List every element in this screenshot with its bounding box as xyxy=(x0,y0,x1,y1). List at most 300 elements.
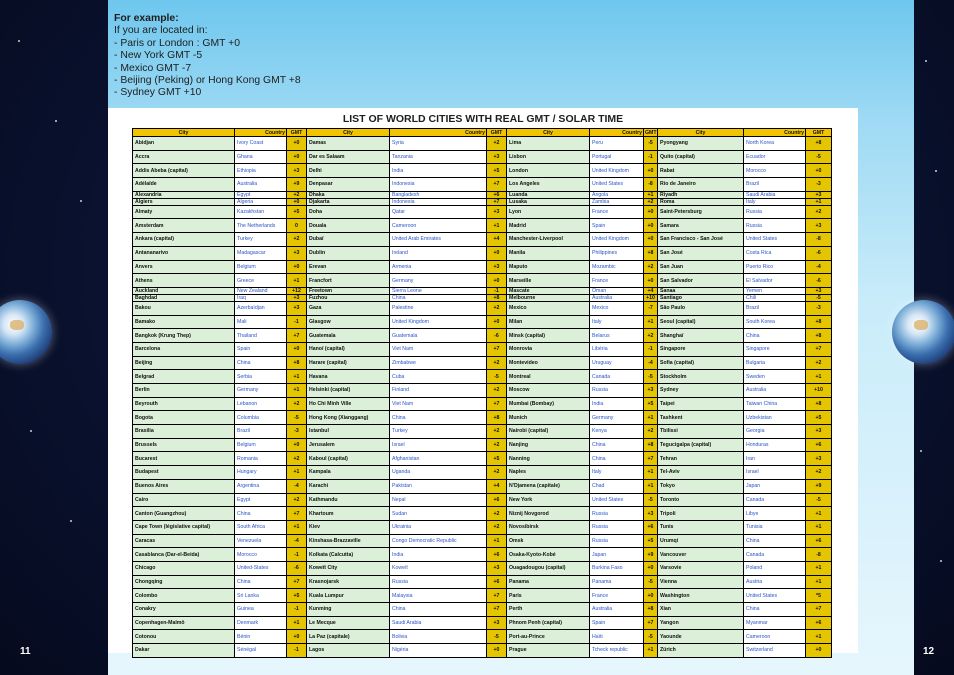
gmt-cell: +7 xyxy=(644,616,658,630)
country-cell: China xyxy=(590,438,644,452)
country-cell: United Kingdom xyxy=(590,164,644,178)
city-cell: New York xyxy=(507,493,590,507)
country-cell: Lebanon xyxy=(235,397,287,411)
city-cell: San Francisco - San José xyxy=(658,233,744,247)
country-cell: Koweït xyxy=(390,561,487,575)
city-cell: Tripoli xyxy=(658,507,744,521)
country-cell: Japan xyxy=(590,548,644,562)
example-line: - Beijing (Peking) or Hong Kong GMT +8 xyxy=(114,75,301,87)
gmt-cell: +5 xyxy=(806,411,832,425)
city-cell: Denpasar xyxy=(307,178,390,192)
city-cell: Tel-Aviv xyxy=(658,466,744,480)
country-cell: Belgium xyxy=(235,438,287,452)
gmt-cell: +4 xyxy=(487,233,507,247)
gmt-cell: +5 xyxy=(644,397,658,411)
country-cell: Thailand xyxy=(235,329,287,343)
country-cell: Qatar xyxy=(390,205,487,219)
gmt-cell: +2 xyxy=(487,507,507,521)
gmt-cell: +0 xyxy=(644,561,658,575)
table-row xyxy=(133,315,832,329)
city-cell: Beyrouth xyxy=(133,397,235,411)
country-cell: Denmark xyxy=(235,616,287,630)
gmt-cell: -1 xyxy=(287,644,307,658)
city-cell: Bangkok (Krung Thep) xyxy=(133,329,235,343)
country-cell: Angola xyxy=(590,191,644,198)
country-cell: Germany xyxy=(235,384,287,398)
city-cell: Mumbai (Bombay) xyxy=(507,397,590,411)
gmt-cell: +3 xyxy=(806,219,832,233)
city-cell: San Salvador xyxy=(658,274,744,288)
country-cell: Indonesia xyxy=(390,178,487,192)
gmt-cell: -4 xyxy=(287,479,307,493)
city-cell: Bakou xyxy=(133,301,235,315)
table-row xyxy=(133,534,832,548)
city-cell: Beijing xyxy=(133,356,235,370)
gmt-cell: +9 xyxy=(644,548,658,562)
country-cell: Chili xyxy=(744,294,806,301)
city-cell: Luanda xyxy=(507,191,590,198)
gmt-cell: -5 xyxy=(644,370,658,384)
gmt-cell: +6 xyxy=(806,616,832,630)
country-cell: Mozambic xyxy=(590,260,644,274)
country-cell: Ghana xyxy=(235,150,287,164)
country-cell: Ecuador xyxy=(744,150,806,164)
gmt-cell: +2 xyxy=(644,329,658,343)
city-cell: Chicago xyxy=(133,561,235,575)
country-cell: Russia xyxy=(590,384,644,398)
table-row xyxy=(133,137,832,151)
city-cell: Jerusalem xyxy=(307,438,390,452)
country-cell: Bolivia xyxy=(390,630,487,644)
city-cell: Chongqing xyxy=(133,575,235,589)
country-cell: Russia xyxy=(590,534,644,548)
city-cell: Istanbul xyxy=(307,425,390,439)
gmt-cell: +1 xyxy=(806,198,832,205)
gmt-cell: +0 xyxy=(487,644,507,658)
country-cell: Kazakhstan xyxy=(235,205,287,219)
country-cell: Cameroon xyxy=(744,630,806,644)
country-cell: Canada xyxy=(590,370,644,384)
gmt-cell: +3 xyxy=(287,294,307,301)
gmt-cell: +8 xyxy=(287,356,307,370)
gmt-cell: +7 xyxy=(487,342,507,356)
gmt-cell: -1 xyxy=(644,342,658,356)
gmt-cell: -8 xyxy=(806,548,832,562)
city-cell: Buenos Aires xyxy=(133,479,235,493)
country-cell: Venezuela xyxy=(235,534,287,548)
table-row xyxy=(133,329,832,343)
city-cell: Nanjing xyxy=(507,438,590,452)
gmt-cell: +5 xyxy=(487,164,507,178)
city-cell: Tashkent xyxy=(658,411,744,425)
city-cell: Anvers xyxy=(133,260,235,274)
city-cell: Accra xyxy=(133,150,235,164)
country-cell: Congo Democratic Republic xyxy=(390,534,487,548)
country-cell: Myanmar xyxy=(744,616,806,630)
gmt-cell: +4 xyxy=(487,479,507,493)
country-cell: El Salvador xyxy=(744,274,806,288)
gmt-cell: +1 xyxy=(487,534,507,548)
city-cell: Kinshasa-Brazzaville xyxy=(307,534,390,548)
country-cell: Poland xyxy=(744,561,806,575)
country-cell: Hungary xyxy=(235,466,287,480)
city-cell: Naples xyxy=(507,466,590,480)
gmt-cell: 0 xyxy=(287,219,307,233)
city-cell: Mascate xyxy=(507,287,590,294)
gmt-cell: -6 xyxy=(806,274,832,288)
gmt-cell: +3 xyxy=(806,425,832,439)
city-cell: Brussels xyxy=(133,438,235,452)
country-cell: Armenia xyxy=(390,260,487,274)
country-cell: Yemen xyxy=(744,287,806,294)
city-cell: Casablanca (Dar-el-Beida) xyxy=(133,548,235,562)
gmt-cell: +2 xyxy=(287,452,307,466)
table-row xyxy=(133,397,832,411)
gmt-cell: +9 xyxy=(287,178,307,192)
gmt-cell: +0 xyxy=(287,438,307,452)
gmt-cell: +2 xyxy=(487,520,507,534)
table-body xyxy=(133,137,832,658)
gmt-cell: +1 xyxy=(806,630,832,644)
table-row xyxy=(133,205,832,219)
gmt-cell: +3 xyxy=(487,616,507,630)
star xyxy=(70,520,72,522)
city-cell: London xyxy=(507,164,590,178)
city-cell: Baghdad xyxy=(133,294,235,301)
city-cell: Kunming xyxy=(307,603,390,617)
city-cell: Los Angeles xyxy=(507,178,590,192)
country-cell: Greece xyxy=(235,274,287,288)
city-cell: Canton (Guangzhou) xyxy=(133,507,235,521)
country-cell: United States xyxy=(744,589,806,603)
city-cell: Berlin xyxy=(133,384,235,398)
table-row xyxy=(133,603,832,617)
gmt-cell: +2 xyxy=(287,397,307,411)
table-row xyxy=(133,246,832,260)
table-row xyxy=(133,274,832,288)
gmt-cell: +5 xyxy=(287,589,307,603)
gmt-cell: +0 xyxy=(287,198,307,205)
city-cell: San Juan xyxy=(658,260,744,274)
city-cell: Dhaka xyxy=(307,191,390,198)
gmt-cell: +0 xyxy=(287,260,307,274)
gmt-cell: +7 xyxy=(287,507,307,521)
gmt-cell: +2 xyxy=(806,466,832,480)
city-cell: Phnom Penh (capital) xyxy=(507,616,590,630)
city-cell: Singapore xyxy=(658,342,744,356)
earth-globe-right xyxy=(892,300,954,364)
country-cell: Tunisia xyxy=(744,520,806,534)
city-cell: Rabat xyxy=(658,164,744,178)
gmt-cell: +6 xyxy=(487,191,507,198)
city-cell: Mexico xyxy=(507,301,590,315)
table-row xyxy=(133,164,832,178)
city-cell: Tegucigalpa (capital) xyxy=(658,438,744,452)
city-cell: Madrid xyxy=(507,219,590,233)
gmt-cell: +7 xyxy=(487,603,507,617)
country-cell: France xyxy=(590,274,644,288)
city-cell: Kolkata (Calcutta) xyxy=(307,548,390,562)
city-cell: Pyongyang xyxy=(658,137,744,151)
country-cell: Russia xyxy=(590,507,644,521)
city-cell: Port-au-Prince xyxy=(507,630,590,644)
gmt-cell: -6 xyxy=(287,561,307,575)
example-heading: For example: xyxy=(114,13,179,24)
gmt-cell: +3 xyxy=(806,191,832,198)
city-cell: Douala xyxy=(307,219,390,233)
country-cell: China xyxy=(235,356,287,370)
city-cell: Monrovia xyxy=(507,342,590,356)
gmt-cell: +1 xyxy=(644,644,658,658)
gmt-cell: -5 xyxy=(644,575,658,589)
country-cell: Australia xyxy=(235,178,287,192)
gmt-cell: +0 xyxy=(487,246,507,260)
city-cell: Niznij Novgorod xyxy=(507,507,590,521)
gmt-cell: -8 xyxy=(644,178,658,192)
country-cell: Panama xyxy=(590,575,644,589)
city-cell: Washington xyxy=(658,589,744,603)
country-cell: Ethiopia xyxy=(235,164,287,178)
city-cell: Le Mecque xyxy=(307,616,390,630)
table-row xyxy=(133,198,832,205)
gmt-cell: +3 xyxy=(806,287,832,294)
city-cell: Athens xyxy=(133,274,235,288)
city-cell: Tbilissi xyxy=(658,425,744,439)
gmt-cell: +2 xyxy=(287,233,307,247)
gmt-cell: +2 xyxy=(487,384,507,398)
header-gmt: GMT xyxy=(487,129,507,137)
gmt-cell: -5 xyxy=(644,137,658,151)
country-cell: Canada xyxy=(744,493,806,507)
city-cell: Vienna xyxy=(658,575,744,589)
city-cell: Budapest xyxy=(133,466,235,480)
country-cell: Egypt xyxy=(235,191,287,198)
gmt-cell: +1 xyxy=(644,479,658,493)
country-cell: United Arab Emirates xyxy=(390,233,487,247)
city-cell: Omsk xyxy=(507,534,590,548)
gmt-cell: -1 xyxy=(487,287,507,294)
table-row xyxy=(133,178,832,192)
city-cell: Manila xyxy=(507,246,590,260)
city-cell: Seoul (capital) xyxy=(658,315,744,329)
example-line: - Paris or London : GMT +0 xyxy=(114,37,240,49)
table-row xyxy=(133,150,832,164)
gmt-cell: +0 xyxy=(487,315,507,329)
city-cell: Guatemala xyxy=(307,329,390,343)
city-cell: Zürich xyxy=(658,644,744,658)
city-cell: Lyon xyxy=(507,205,590,219)
gmt-cell: -3 xyxy=(806,301,832,315)
country-cell: France xyxy=(590,589,644,603)
star xyxy=(80,200,82,202)
gmt-cell: -5 xyxy=(806,150,832,164)
page-number-left: 11 xyxy=(20,646,31,657)
country-cell: Bangladesh xyxy=(390,191,487,198)
city-cell: Perth xyxy=(507,603,590,617)
gmt-cell: -1 xyxy=(287,603,307,617)
gmt-cell: +2 xyxy=(287,493,307,507)
country-cell: Viet Nam xyxy=(390,342,487,356)
country-cell: Uzbekistan xyxy=(744,411,806,425)
gmt-cell: +0 xyxy=(644,274,658,288)
gmt-cell: -5 xyxy=(487,370,507,384)
gmt-cell: -7 xyxy=(644,301,658,315)
header-gmt: GMT xyxy=(806,129,832,137)
city-cell: Novosibirsk xyxy=(507,520,590,534)
gmt-cell: +3 xyxy=(644,507,658,521)
country-cell: Chad xyxy=(590,479,644,493)
gmt-cell: +2 xyxy=(644,425,658,439)
gmt-cell: +0 xyxy=(287,630,307,644)
table-row xyxy=(133,616,832,630)
gmt-cell: +3 xyxy=(487,260,507,274)
country-cell: Tcheck republic xyxy=(590,644,644,658)
city-cell: Djakarta xyxy=(307,198,390,205)
city-cell: Karachi xyxy=(307,479,390,493)
gmt-cell: +0 xyxy=(287,150,307,164)
city-cell: Milan xyxy=(507,315,590,329)
country-cell: Bulgaria xyxy=(744,356,806,370)
example-line: - New York GMT -5 xyxy=(114,50,203,62)
city-cell: Montevideo xyxy=(507,356,590,370)
city-cell: Cairo xyxy=(133,493,235,507)
gmt-cell: +3 xyxy=(644,384,658,398)
country-cell: Georgia xyxy=(744,425,806,439)
star xyxy=(55,120,57,122)
example-text-block xyxy=(114,13,434,100)
country-cell: Viet Nam xyxy=(390,397,487,411)
gmt-cell: *5 xyxy=(806,589,832,603)
city-cell: San José xyxy=(658,246,744,260)
country-cell: Switzerland xyxy=(744,644,806,658)
table-row xyxy=(133,356,832,370)
city-cell: Belgrad xyxy=(133,370,235,384)
gmt-cell: +1 xyxy=(644,191,658,198)
city-cell: Kampala xyxy=(307,466,390,480)
city-cell: Alexandria xyxy=(133,191,235,198)
city-cell: Ouagadougou (capital) xyxy=(507,561,590,575)
country-cell: Ireland xyxy=(390,246,487,260)
gmt-cell: +0 xyxy=(287,137,307,151)
gmt-cell: -6 xyxy=(806,246,832,260)
country-cell: Canada xyxy=(744,548,806,562)
header-city: City xyxy=(507,129,590,137)
gmt-cell: -5 xyxy=(806,294,832,301)
country-cell: Azerbaïdjan xyxy=(235,301,287,315)
gmt-cell: +6 xyxy=(487,548,507,562)
country-cell: Germany xyxy=(590,411,644,425)
city-cell: Tunis xyxy=(658,520,744,534)
table-row xyxy=(133,479,832,493)
city-cell: Barcelona xyxy=(133,342,235,356)
gmt-cell: +1 xyxy=(644,411,658,425)
country-cell: Madagascar xyxy=(235,246,287,260)
country-cell: Columbia xyxy=(235,411,287,425)
city-cell: Tokyo xyxy=(658,479,744,493)
country-cell: Italy xyxy=(744,198,806,205)
country-cell: United Kingdom xyxy=(590,233,644,247)
table-row xyxy=(133,644,832,658)
gmt-cell: +7 xyxy=(487,397,507,411)
city-cell: Tehran xyxy=(658,452,744,466)
gmt-cell: -3 xyxy=(287,425,307,439)
star xyxy=(920,450,922,452)
gmt-cell: +7 xyxy=(487,198,507,205)
gmt-cell: +1 xyxy=(487,219,507,233)
header-country: Country xyxy=(590,129,644,137)
city-cell: Marseille xyxy=(507,274,590,288)
gmt-cell: +3 xyxy=(487,205,507,219)
gmt-cell: +1 xyxy=(644,315,658,329)
gmt-cell: +3 xyxy=(287,301,307,315)
gmt-cell: +1 xyxy=(806,520,832,534)
country-cell: China xyxy=(744,603,806,617)
city-cell: Lagos xyxy=(307,644,390,658)
gmt-cell: +2 xyxy=(487,438,507,452)
gmt-cell: +0 xyxy=(644,219,658,233)
city-cell: Ho Chi Minh Ville xyxy=(307,397,390,411)
country-cell: The Netherlands xyxy=(235,219,287,233)
gmt-cell: +3 xyxy=(487,561,507,575)
gmt-cell: +1 xyxy=(806,561,832,575)
city-cell: Urumqi xyxy=(658,534,744,548)
city-cell: Shanghaï xyxy=(658,329,744,343)
gmt-cell: +8 xyxy=(806,137,832,151)
city-cell: Hanoï (capital) xyxy=(307,342,390,356)
city-cell: Maputo xyxy=(507,260,590,274)
city-cell: Helsinki (capital) xyxy=(307,384,390,398)
gmt-cell: +6 xyxy=(487,575,507,589)
table-row xyxy=(133,561,832,575)
country-cell: Italy xyxy=(590,466,644,480)
gmt-cell: -3 xyxy=(806,178,832,192)
city-cell: Kaboul (capital) xyxy=(307,452,390,466)
gmt-cell: +7 xyxy=(644,452,658,466)
country-cell: Israel xyxy=(744,466,806,480)
gmt-cell: +0 xyxy=(644,233,658,247)
table-row xyxy=(133,191,832,198)
city-cell: Erevan xyxy=(307,260,390,274)
gmt-cell: +4 xyxy=(644,287,658,294)
city-cell: Quito (capital) xyxy=(658,150,744,164)
city-cell: Taipei xyxy=(658,397,744,411)
country-cell: Honduras xyxy=(744,438,806,452)
country-cell: Malaysia xyxy=(390,589,487,603)
gmt-cell: +7 xyxy=(487,178,507,192)
header-city: City xyxy=(658,129,744,137)
gmt-cell: +2 xyxy=(487,425,507,439)
city-cell: Colombo xyxy=(133,589,235,603)
gmt-cell: +9 xyxy=(806,479,832,493)
city-cell: Lisbon xyxy=(507,150,590,164)
gmt-cell: +2 xyxy=(287,191,307,198)
header-gmt: GMT xyxy=(645,129,657,136)
country-cell: Spain xyxy=(590,219,644,233)
city-cell: Damas xyxy=(307,137,390,151)
country-cell: India xyxy=(590,397,644,411)
city-cell: Kathmandu xyxy=(307,493,390,507)
city-cell: Sanaa xyxy=(658,287,744,294)
country-cell: Russia xyxy=(590,520,644,534)
gmt-cell: +1 xyxy=(287,274,307,288)
country-cell: China xyxy=(235,575,287,589)
gmt-cell: +0 xyxy=(644,205,658,219)
country-cell: Belgium xyxy=(235,260,287,274)
country-cell: Sénégal xyxy=(235,644,287,658)
city-cell: Panama xyxy=(507,575,590,589)
country-cell: Palestine xyxy=(390,301,487,315)
table-row xyxy=(133,287,832,294)
